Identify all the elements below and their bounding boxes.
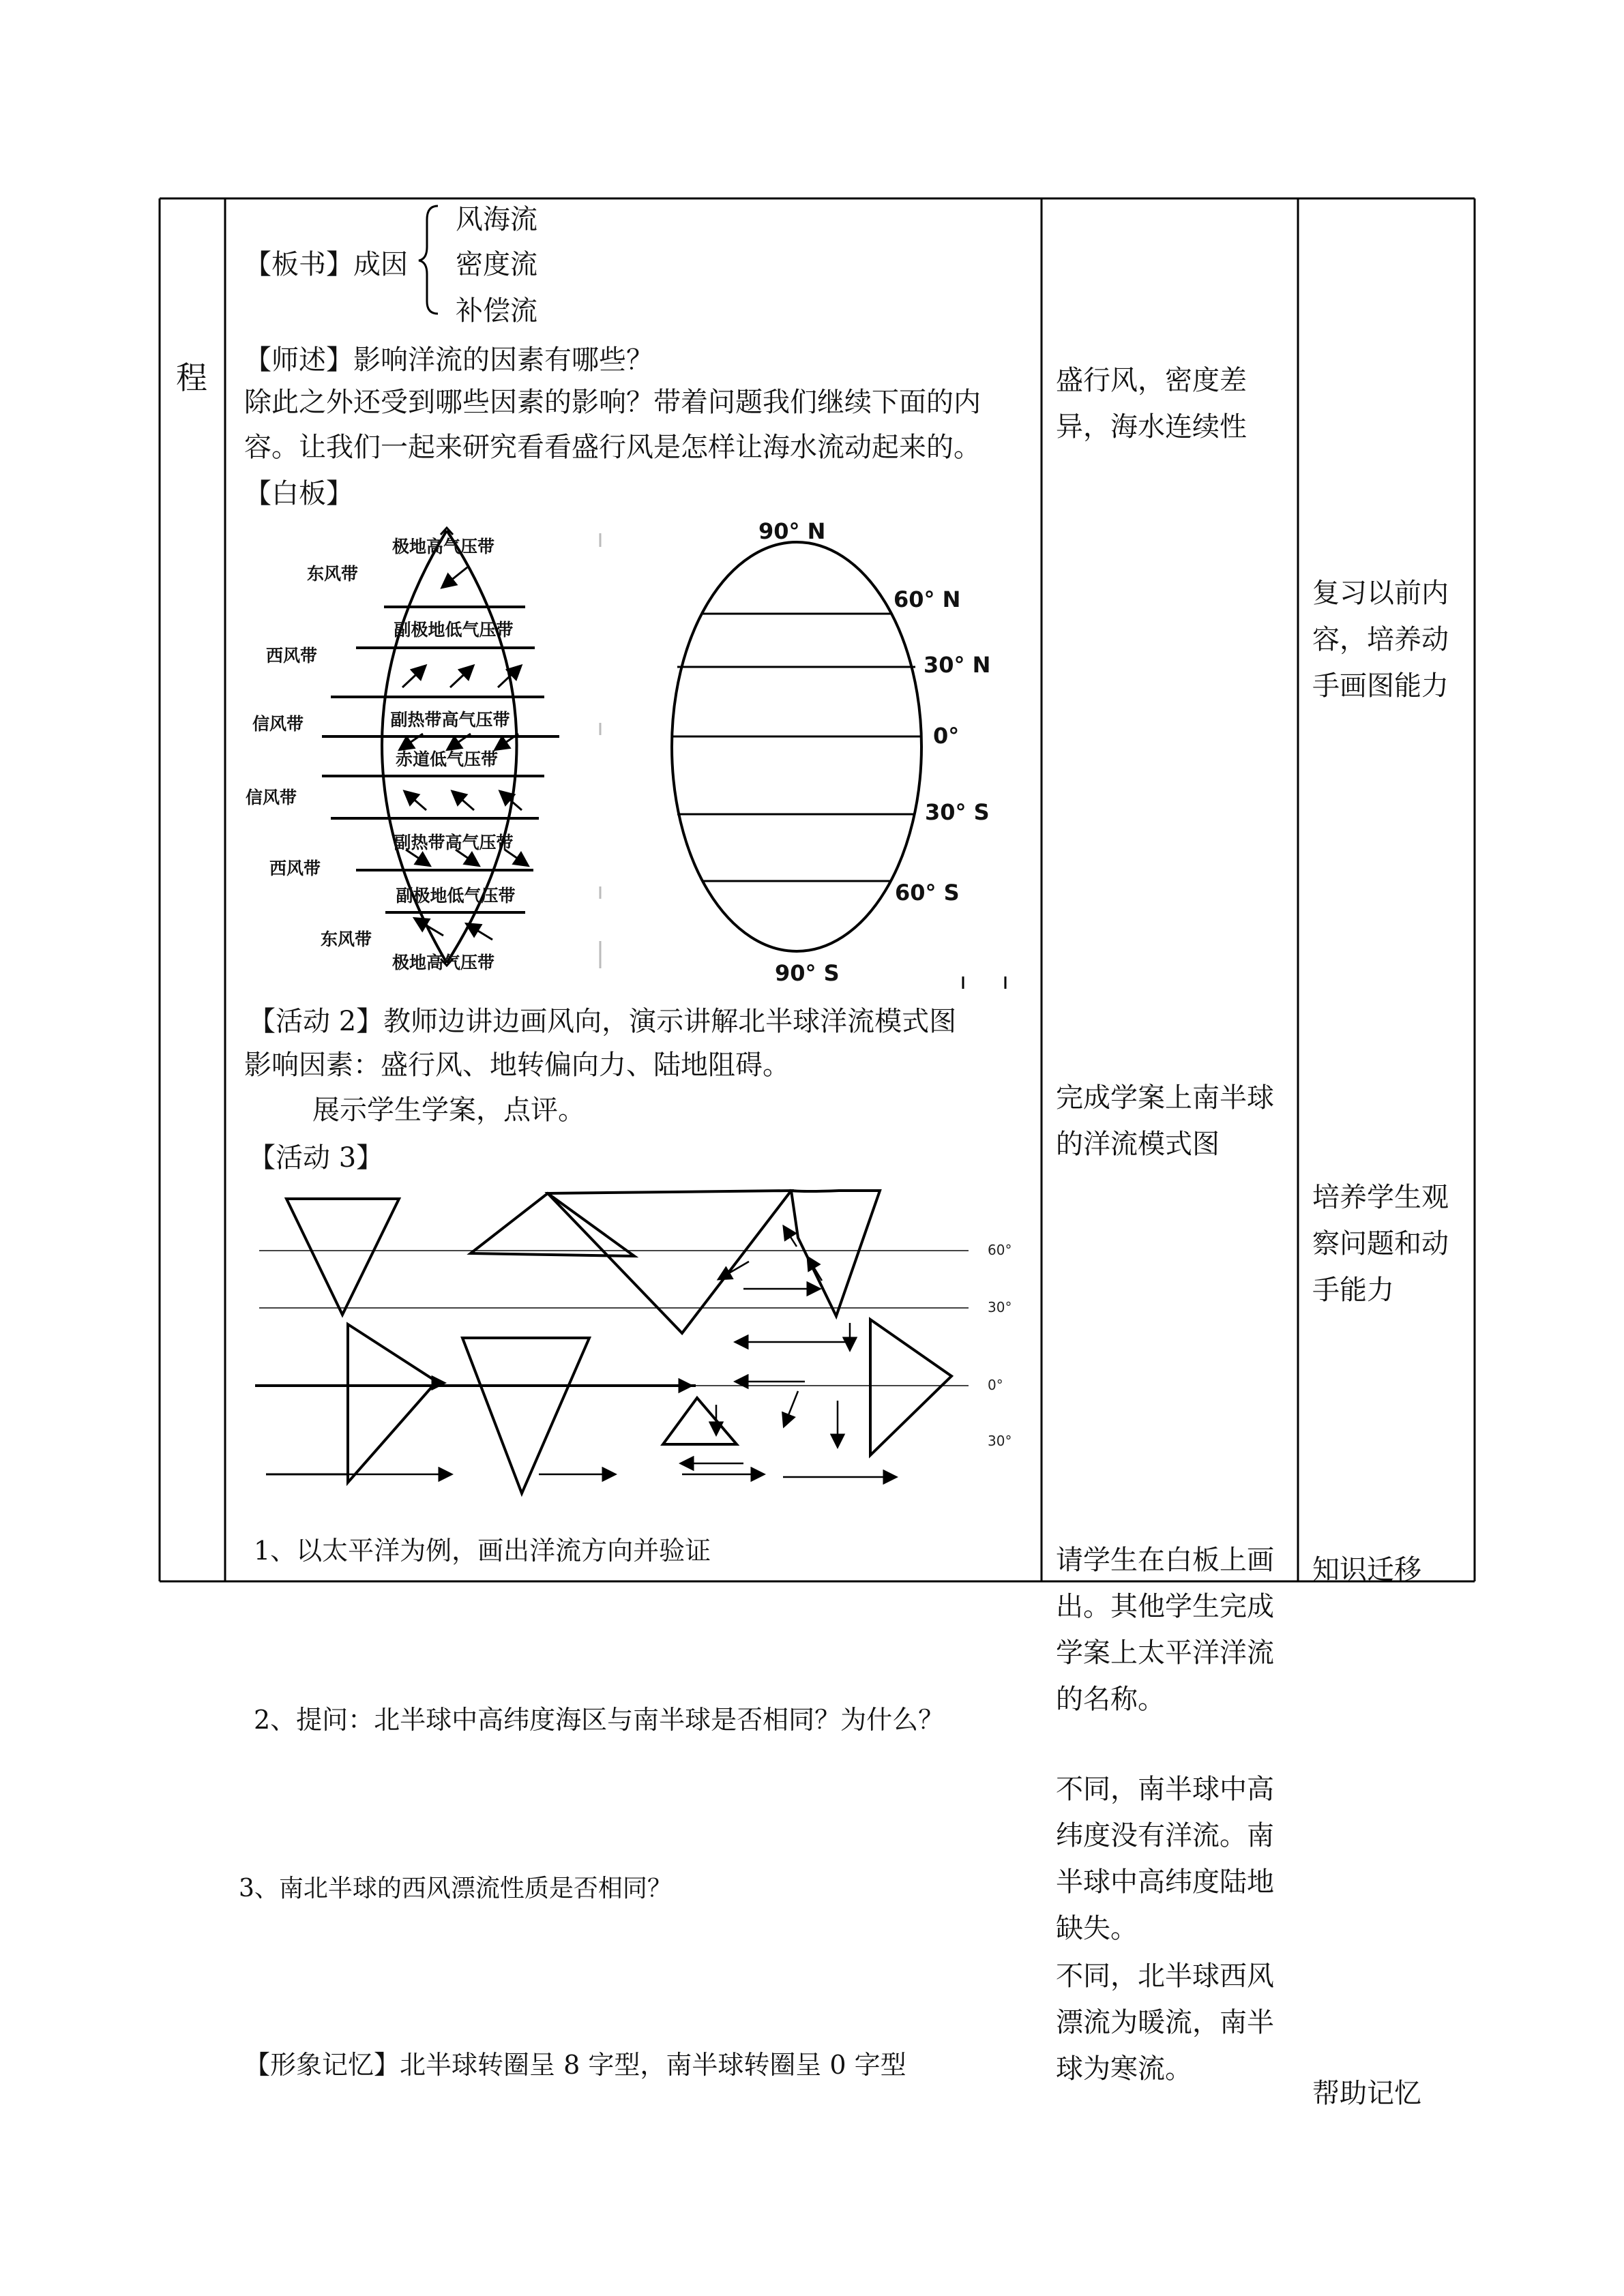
stage-label: 程 <box>176 359 207 396</box>
ocean-current-diagram <box>246 1180 1037 1521</box>
board-item-1: 风海流 <box>456 204 537 235</box>
latitude-label: 60° N <box>894 586 961 612</box>
wind-belt-label: 西风带 <box>266 646 318 666</box>
belt-label: 副热带高气压带 <box>390 710 510 730</box>
wind-belt-label: 东风带 <box>321 929 372 949</box>
latitude-label: 60° S <box>895 880 960 906</box>
wind-belt-label: 信风带 <box>246 788 297 807</box>
lat-label: 30° <box>988 1433 1012 1449</box>
activity3-label: 【活动 3】 <box>248 1142 384 1174</box>
purpose-2: 培养学生观察问题和动手能力 <box>1312 1182 1449 1306</box>
latitude-label: 90° N <box>758 518 826 544</box>
belt-label: 副极地低气压带 <box>396 886 516 906</box>
activity2-line-3: 展示学生学案，点评。 <box>312 1094 585 1126</box>
student-activity-3: 请学生在白板上画出。其他学生完成学案上太平洋洋流的名称。 <box>1056 1545 1274 1715</box>
student-activity-4: 不同，南半球中高纬度没有洋流。南半球中高纬度陆地缺失。 <box>1056 1774 1274 1944</box>
teacher-line-1: 除此之外还受到哪些因素的影响？带着问题我们继续下面的内 <box>244 387 981 418</box>
activity2-line-2: 影响因素：盛行风、地转偏向力、陆地阻碍。 <box>244 1049 790 1081</box>
belt-label: 赤道低气压带 <box>395 749 499 769</box>
board-item-3: 补偿流 <box>456 295 537 327</box>
wind-belt-label: 信风带 <box>252 714 304 734</box>
belt-label: 极地高气压带 <box>392 537 495 556</box>
teacher-line-2: 容。让我们一起来研究看看盛行风是怎样让海水流动起来的。 <box>244 432 981 463</box>
student-activity-1: 盛行风，密度差异，海水连续性 <box>1056 365 1247 443</box>
pressure-wind-belts-diagram <box>246 528 600 972</box>
student-activity-2: 完成学案上南半球的洋流模式图 <box>1056 1082 1274 1160</box>
wind-belt-label: 西风带 <box>269 859 321 878</box>
board-item-2: 密度流 <box>456 249 537 280</box>
memory-aid: 【形象记忆】北半球转圈呈 8 字型，南半球转圈呈 0 字型 <box>244 2050 906 2080</box>
latitude-label: 0° <box>933 723 960 749</box>
belt-label: 副热带高气压带 <box>394 833 514 852</box>
latitude-label: 30° N <box>924 652 991 678</box>
lat-label: 0° <box>988 1377 1003 1393</box>
question-3: 3、南北半球的西风漂流性质是否相同？ <box>239 1875 672 1903</box>
lat-label: 30° <box>988 1299 1012 1315</box>
student-activity-5: 不同，北半球西风漂流为暖流，南半球为寒流。 <box>1056 1960 1274 2085</box>
purpose-4: 帮助记忆 <box>1312 2078 1421 2109</box>
wind-belt-label: 东风带 <box>307 564 359 584</box>
activity2-line-1: 【活动 2】教师边讲边画风向，演示讲解北半球洋流模式图 <box>248 1006 957 1037</box>
purpose-3: 知识迁移 <box>1312 1554 1421 1585</box>
latitude-ellipse-diagram <box>672 518 1005 989</box>
lat-label: 60° <box>988 1242 1012 1258</box>
board-label: 【板书】成因 <box>244 249 408 280</box>
belt-label: 副极地低气压带 <box>394 620 514 640</box>
teacher-label: 【师述】影响洋流的因素有哪些？ <box>244 344 653 376</box>
purpose-1: 复习以前内容，培养动手画图能力 <box>1312 578 1449 702</box>
question-2: 2、提问：北半球中高纬度海区与南半球是否相同？为什么？ <box>254 1705 945 1735</box>
latitude-label: 30° S <box>925 799 990 825</box>
question-1: 1、以太平洋为例，画出洋流方向并验证 <box>254 1536 711 1566</box>
brace-icon <box>416 202 443 318</box>
whiteboard-label: 【白板】 <box>244 478 353 509</box>
belt-label: 极地高气压带 <box>392 953 495 972</box>
latitude-label: 90° S <box>775 960 840 986</box>
whiteboard-diagram <box>239 518 1016 989</box>
